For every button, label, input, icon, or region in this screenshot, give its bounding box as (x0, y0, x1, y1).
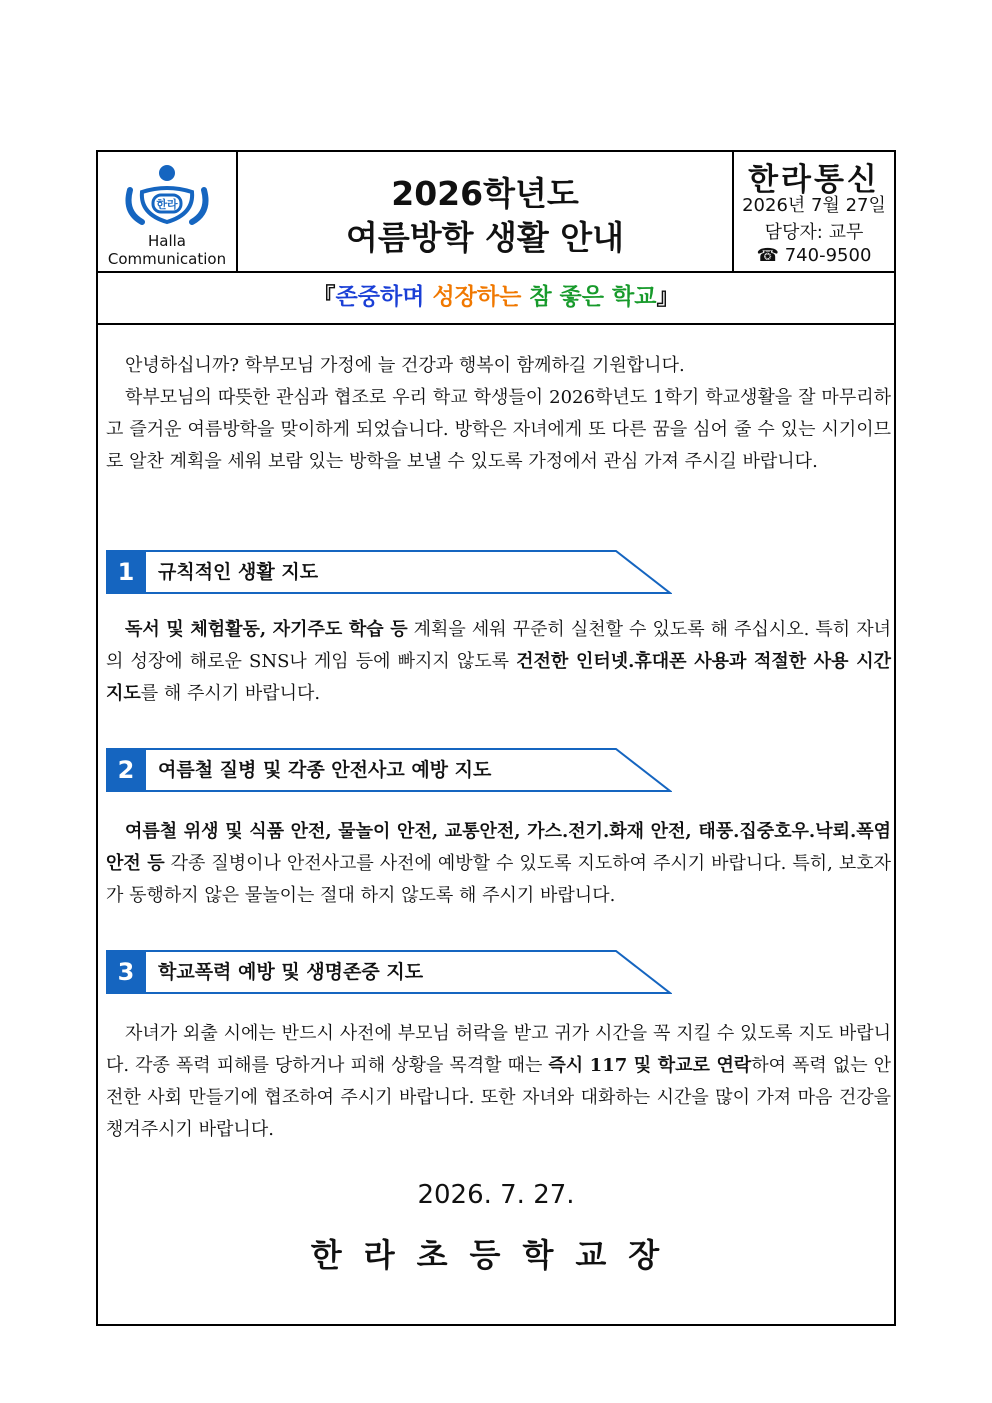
section-1-number: 1 (117, 558, 135, 586)
section-1-text2: 를 해 주시기 바랍니다. (140, 683, 321, 704)
section-2-bold1: 여름철 위생 및 식품 안전, 물놀이 안전, 교통안전, 가스.전기.화재 안전, 태풍.집중호우.낙뢰.폭염 안전 등 (106, 821, 891, 874)
section-3-text2: 하여 폭력 없는 안전한 사회 만들기에 협조하여 주시기 바랍니다. 또한 자녀와 대화하는 시간을 많이 가져 마음 건강을 챙겨주시기 바랍니다. (106, 1055, 891, 1140)
motto-open-bracket: 『 (312, 284, 336, 310)
contact-person: 담당자: 교무 (764, 222, 864, 243)
section-3-title: 학교폭력 예방 및 생명존중 지도 (158, 961, 424, 983)
motto-part4: 학교 (612, 284, 657, 310)
greeting-paragraph (106, 350, 891, 478)
newsletter-name: 한라통신 (748, 162, 880, 198)
school-logo-icon (124, 164, 210, 230)
principal-signature: 한라초등학교장 (310, 1236, 682, 1274)
section-1-body (106, 614, 891, 710)
motto-part1: 존중하며 (335, 284, 425, 310)
document-title-line1: 2026학년도 (391, 174, 579, 213)
section-1-text1: 계획을 세워 꾸준히 실천할 수 있도록 해 주십시오. 특히 자녀의 성장에 해로운 SNS나 게임 등에 빠지지 않도록 (106, 619, 892, 672)
section-2-text1: 각종 질병이나 안전사고를 사전에 예방할 수 있도록 지도하여 주시기 바랍니다. 특히, 보호자가 동행하지 않은 물놀이는 절대 하지 않도록 해 주시기 바랍니다. (106, 853, 891, 906)
intro-paragraph: 학부모님의 따뜻한 관심과 협조로 우리 학교 학생들이 2026학년도 1학기 학교생활을 잘 마무리하고 즐거운 여름방학을 맞이하게 되었습니다. 방학은 자녀에게 또 다른 꿈을 심어 줄 수 있는 시기이므로 알찬 계획을 세워 보람 있는 방학을 보낼 수 있도록 가정에서 관심 가져 주시길 바랍니다. (106, 387, 891, 472)
section-1-header (106, 550, 672, 594)
motto-close-bracket: 』 (656, 284, 680, 310)
section-1-title: 규칙적인 생활 지도 (158, 561, 319, 583)
section-3-bold1: 즉시 117 및 학교로 연락 (548, 1055, 752, 1076)
logo-text-line2: Communication (107, 250, 227, 268)
section-3-text1: 자녀가 외출 시에는 반드시 사전에 부모님 허락을 받고 귀가 시간을 꼭 지킬 수 있도록 지도 바랍니다. 각종 폭력 피해를 당하거나 피해 상황을 목격할 때는 (106, 1023, 891, 1076)
phone-line (734, 245, 894, 266)
greeting-line: 안녕하십니까? 학부모님 가정에 늘 건강과 행복이 함께하길 기원합니다. (125, 355, 685, 376)
motto-part2: 성장하는 (432, 284, 522, 310)
logo-mark-text: 한라 (156, 198, 178, 211)
newsletter-frame (96, 150, 896, 1326)
phone-icon: ☎ (756, 245, 779, 266)
motto-part3: 참 좋은 (529, 284, 604, 310)
school-motto (98, 271, 894, 325)
section-3-header (106, 950, 672, 994)
document-title-line2: 여름방학 생활 안내 (345, 218, 624, 257)
section-1-bold2: 건전한 인터넷.휴대폰 사용과 적절한 사용 시간 지도 (106, 651, 891, 704)
section-2-body (106, 816, 891, 912)
section-1-bold1: 독서 및 체험활동, 자기주도 학습 등 (125, 619, 408, 640)
section-2-header (106, 748, 672, 792)
logo-cell (98, 152, 238, 271)
footer-date: 2026. 7. 27. (417, 1180, 575, 1210)
issue-date: 2026년 7월 27일 (742, 195, 886, 216)
logo-text-line1: Halla (148, 232, 186, 250)
info-cell (732, 152, 896, 271)
title-cell (238, 152, 732, 271)
section-3-body (106, 1018, 891, 1146)
section-3-number: 3 (117, 958, 135, 986)
section-2-title: 여름철 질병 및 각종 안전사고 예방 지도 (158, 759, 492, 781)
phone-number: 740-9500 (784, 245, 872, 266)
section-2-number: 2 (117, 756, 135, 784)
header (98, 152, 894, 273)
